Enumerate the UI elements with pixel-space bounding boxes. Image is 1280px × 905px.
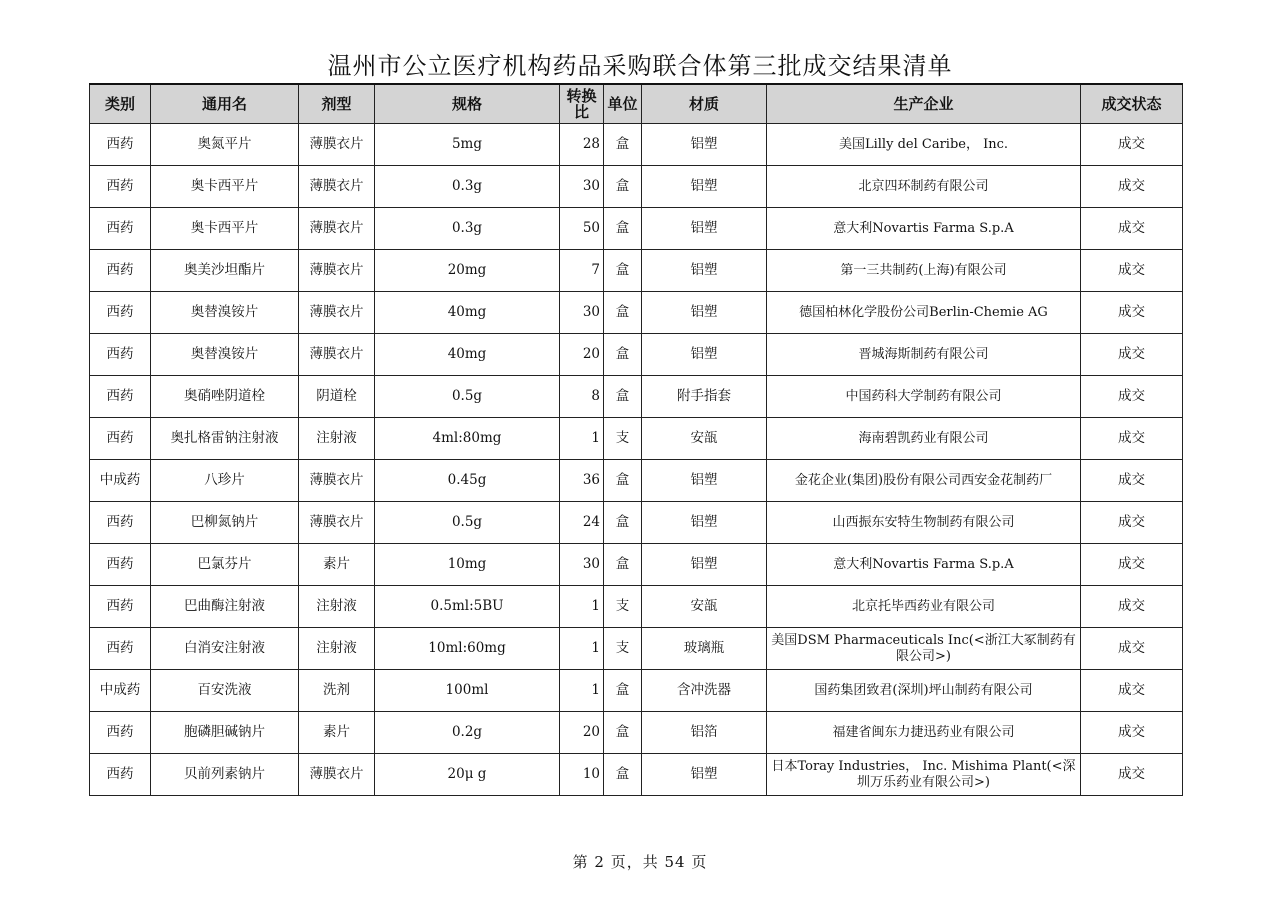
header-status: 成交状态 (1081, 84, 1183, 124)
table-row (90, 166, 1183, 208)
cell-material: 铝塑 (642, 754, 767, 796)
table-row (90, 586, 1183, 628)
cell-name: 贝前列素钠片 (151, 754, 299, 796)
cell-status: 成交 (1081, 376, 1183, 418)
page-footer: 第 2 页，共 54 页 (572, 853, 708, 871)
cell-status: 成交 (1081, 250, 1183, 292)
header-spec: 规格 (375, 84, 560, 124)
cell-spec: 100ml (375, 670, 560, 712)
table-row (90, 628, 1183, 670)
cell-unit: 支 (604, 586, 642, 628)
cell-category: 西药 (90, 292, 151, 334)
cell-form: 薄膜衣片 (299, 754, 375, 796)
cell-status: 成交 (1081, 628, 1183, 670)
cell-material: 铝塑 (642, 292, 767, 334)
cell-spec: 0.5g (375, 502, 560, 544)
cell-material: 安瓿 (642, 586, 767, 628)
cell-material: 铝塑 (642, 334, 767, 376)
page-title: 温州市公立医疗机构药品采购联合体第三批成交结果清单 (327, 52, 953, 80)
cell-category: 西药 (90, 754, 151, 796)
cell-unit: 盒 (604, 754, 642, 796)
cell-form: 薄膜衣片 (299, 250, 375, 292)
cell-name: 奥美沙坦酯片 (151, 250, 299, 292)
header-manufacturer: 生产企业 (767, 84, 1081, 124)
cell-status: 成交 (1081, 502, 1183, 544)
cell-name: 巴柳氮钠片 (151, 502, 299, 544)
results-table (89, 83, 1183, 796)
cell-material: 玻璃瓶 (642, 628, 767, 670)
cell-name: 奥卡西平片 (151, 166, 299, 208)
cell-unit: 盒 (604, 670, 642, 712)
table-row (90, 250, 1183, 292)
cell-form: 薄膜衣片 (299, 166, 375, 208)
cell-material: 含冲洗器 (642, 670, 767, 712)
cell-unit: 盒 (604, 544, 642, 586)
cell-name: 胞磷胆碱钠片 (151, 712, 299, 754)
cell-category: 西药 (90, 502, 151, 544)
cell-form: 注射液 (299, 418, 375, 460)
header-material: 材质 (642, 84, 767, 124)
cell-name: 八珍片 (151, 460, 299, 502)
cell-name: 白消安注射液 (151, 628, 299, 670)
table-row (90, 334, 1183, 376)
table-body (90, 124, 1183, 796)
cell-spec: 4ml:80mg (375, 418, 560, 460)
cell-status: 成交 (1081, 670, 1183, 712)
header-ratio: 转换比 (560, 84, 604, 124)
table-row (90, 754, 1183, 796)
cell-form: 薄膜衣片 (299, 334, 375, 376)
cell-category: 西药 (90, 418, 151, 460)
cell-unit: 盒 (604, 502, 642, 544)
cell-spec: 5mg (375, 124, 560, 166)
cell-unit: 盒 (604, 460, 642, 502)
cell-spec: 10mg (375, 544, 560, 586)
cell-category: 西药 (90, 628, 151, 670)
cell-status: 成交 (1081, 292, 1183, 334)
cell-manufacturer: 意大利Novartis Farma S.p.A (767, 208, 1081, 250)
cell-manufacturer: 中国药科大学制药有限公司 (767, 376, 1081, 418)
header-form: 剂型 (299, 84, 375, 124)
table-row (90, 418, 1183, 460)
cell-name: 百安洗液 (151, 670, 299, 712)
cell-category: 西药 (90, 208, 151, 250)
cell-unit: 盒 (604, 166, 642, 208)
cell-ratio: 20 (560, 712, 604, 754)
table-row (90, 208, 1183, 250)
cell-material: 铝塑 (642, 208, 767, 250)
cell-ratio: 10 (560, 754, 604, 796)
cell-ratio: 1 (560, 628, 604, 670)
cell-manufacturer: 北京托毕西药业有限公司 (767, 586, 1081, 628)
cell-status: 成交 (1081, 208, 1183, 250)
cell-ratio: 1 (560, 586, 604, 628)
cell-category: 西药 (90, 544, 151, 586)
cell-manufacturer: 第一三共制药(上海)有限公司 (767, 250, 1081, 292)
cell-material: 铝塑 (642, 166, 767, 208)
cell-material: 铝塑 (642, 460, 767, 502)
cell-material: 安瓿 (642, 418, 767, 460)
cell-category: 西药 (90, 376, 151, 418)
cell-spec: 0.45g (375, 460, 560, 502)
table-row (90, 502, 1183, 544)
cell-category: 西药 (90, 250, 151, 292)
cell-status: 成交 (1081, 334, 1183, 376)
cell-ratio: 30 (560, 544, 604, 586)
table-row (90, 376, 1183, 418)
cell-ratio: 7 (560, 250, 604, 292)
cell-unit: 支 (604, 628, 642, 670)
header-category: 类别 (90, 84, 151, 124)
cell-category: 西药 (90, 124, 151, 166)
cell-material: 附手指套 (642, 376, 767, 418)
cell-status: 成交 (1081, 418, 1183, 460)
cell-form: 注射液 (299, 628, 375, 670)
cell-form: 薄膜衣片 (299, 124, 375, 166)
cell-status: 成交 (1081, 586, 1183, 628)
cell-form: 阴道栓 (299, 376, 375, 418)
cell-form: 注射液 (299, 586, 375, 628)
cell-spec: 0.3g (375, 166, 560, 208)
cell-manufacturer: 晋城海斯制药有限公司 (767, 334, 1081, 376)
cell-form: 薄膜衣片 (299, 460, 375, 502)
cell-spec: 40mg (375, 292, 560, 334)
table-row (90, 124, 1183, 166)
cell-status: 成交 (1081, 460, 1183, 502)
cell-spec: 20mg (375, 250, 560, 292)
cell-spec: 0.2g (375, 712, 560, 754)
cell-ratio: 1 (560, 670, 604, 712)
cell-unit: 盒 (604, 250, 642, 292)
cell-spec: 10ml:60mg (375, 628, 560, 670)
cell-material: 铝塑 (642, 502, 767, 544)
cell-material: 铝塑 (642, 250, 767, 292)
cell-ratio: 36 (560, 460, 604, 502)
cell-form: 薄膜衣片 (299, 502, 375, 544)
cell-spec: 0.5g (375, 376, 560, 418)
cell-status: 成交 (1081, 754, 1183, 796)
cell-ratio: 30 (560, 292, 604, 334)
cell-unit: 盒 (604, 712, 642, 754)
cell-manufacturer: 日本Toray Industries， Inc. Mishima Plant(<深圳万乐药业有限公司>) (767, 754, 1081, 796)
cell-unit: 支 (604, 418, 642, 460)
cell-manufacturer: 国药集团致君(深圳)坪山制药有限公司 (767, 670, 1081, 712)
cell-material: 铝塑 (642, 124, 767, 166)
header-unit: 单位 (604, 84, 642, 124)
cell-name: 奥替溴铵片 (151, 334, 299, 376)
cell-form: 素片 (299, 544, 375, 586)
cell-name: 奥扎格雷钠注射液 (151, 418, 299, 460)
cell-unit: 盒 (604, 334, 642, 376)
cell-ratio: 28 (560, 124, 604, 166)
cell-status: 成交 (1081, 124, 1183, 166)
cell-category: 西药 (90, 166, 151, 208)
table-row (90, 544, 1183, 586)
cell-spec: 40mg (375, 334, 560, 376)
cell-name: 奥氮平片 (151, 124, 299, 166)
table-row (90, 292, 1183, 334)
cell-name: 巴氯芬片 (151, 544, 299, 586)
cell-manufacturer: 山西振东安特生物制药有限公司 (767, 502, 1081, 544)
cell-name: 奥卡西平片 (151, 208, 299, 250)
cell-spec: 0.3g (375, 208, 560, 250)
cell-status: 成交 (1081, 712, 1183, 754)
cell-category: 西药 (90, 586, 151, 628)
cell-ratio: 20 (560, 334, 604, 376)
cell-name: 奥硝唑阴道栓 (151, 376, 299, 418)
cell-manufacturer: 意大利Novartis Farma S.p.A (767, 544, 1081, 586)
cell-category: 中成药 (90, 460, 151, 502)
cell-name: 奥替溴铵片 (151, 292, 299, 334)
cell-spec: 0.5ml:5BU (375, 586, 560, 628)
cell-ratio: 50 (560, 208, 604, 250)
cell-manufacturer: 美国Lilly del Caribe， Inc. (767, 124, 1081, 166)
cell-category: 西药 (90, 712, 151, 754)
cell-form: 薄膜衣片 (299, 292, 375, 334)
cell-form: 素片 (299, 712, 375, 754)
table-row (90, 670, 1183, 712)
cell-manufacturer: 美国DSM Pharmaceuticals Inc(<浙江大冢制药有限公司>) (767, 628, 1081, 670)
cell-form: 洗剂 (299, 670, 375, 712)
cell-ratio: 24 (560, 502, 604, 544)
cell-ratio: 8 (560, 376, 604, 418)
cell-name: 巴曲酶注射液 (151, 586, 299, 628)
cell-unit: 盒 (604, 208, 642, 250)
cell-manufacturer: 福建省闽东力捷迅药业有限公司 (767, 712, 1081, 754)
cell-unit: 盒 (604, 376, 642, 418)
cell-material: 铝箔 (642, 712, 767, 754)
cell-material: 铝塑 (642, 544, 767, 586)
cell-manufacturer: 德国柏林化学股份公司Berlin-Chemie AG (767, 292, 1081, 334)
table-header-row (90, 84, 1183, 124)
header-name: 通用名 (151, 84, 299, 124)
cell-category: 中成药 (90, 670, 151, 712)
cell-status: 成交 (1081, 544, 1183, 586)
table-row (90, 460, 1183, 502)
cell-ratio: 30 (560, 166, 604, 208)
cell-manufacturer: 海南碧凯药业有限公司 (767, 418, 1081, 460)
cell-status: 成交 (1081, 166, 1183, 208)
cell-category: 西药 (90, 334, 151, 376)
cell-unit: 盒 (604, 124, 642, 166)
cell-spec: 20μ g (375, 754, 560, 796)
cell-form: 薄膜衣片 (299, 208, 375, 250)
cell-manufacturer: 金花企业(集团)股份有限公司西安金花制药厂 (767, 460, 1081, 502)
cell-ratio: 1 (560, 418, 604, 460)
cell-unit: 盒 (604, 292, 642, 334)
table-row (90, 712, 1183, 754)
cell-manufacturer: 北京四环制药有限公司 (767, 166, 1081, 208)
